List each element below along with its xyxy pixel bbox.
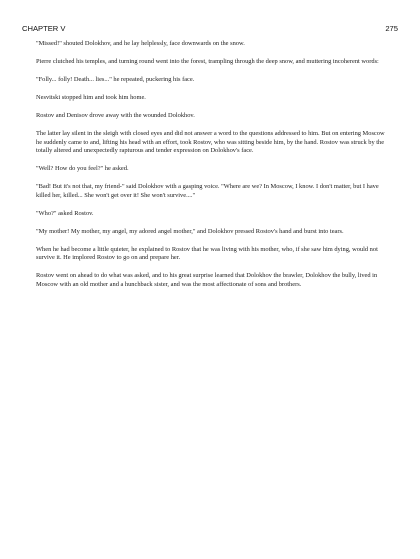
paragraph: "Well? How do you feel?" he asked. bbox=[36, 165, 129, 173]
paragraph: "Who?" asked Rostov. bbox=[36, 209, 94, 217]
paragraph: Rostov went on ahead to do what was asked, and to his great surprise learned that Dolokhov the brawler, Dolokhov the bully, lived in Moscow with an old mother and a hunchback sister, and was the most affectionate of sons and brothers. bbox=[36, 272, 378, 288]
page-number: 275 bbox=[385, 24, 398, 33]
paragraph: "My mother! My mother, my angel, my adored angel mother," and Dolokhov pressed Rostov's hand and burst into tears. bbox=[36, 227, 344, 235]
paragraph: "Bad! But it's not that, my friend-" said Dolokhov with a gasping voice. "Where are we? In Moscow, I know. I don't matter, but I have killed her, killed... She won't get over it! She won't survive...." bbox=[36, 183, 379, 199]
paragraph: When he had become a little quieter, he explained to Rostov that he was living with his mother, who, if she saw him dying, would not survive it. He implored Rostov to go on and prepare her. bbox=[36, 245, 378, 262]
paragraph: The latter lay silent in the sleigh with closed eyes and did not answer a word to the questions addressed to him. But on entering Moscow he suddenly came to and, lifting his head with an effort, took Rostov, who was sitting beside him, by the hand. Rostov was struck by the totally altered and unexpectedly rapturous and tender expression on Dolokhov's face. bbox=[36, 129, 385, 155]
paragraph: "Folly... folly! Death... lies..." he repeated, puckering his face. bbox=[36, 75, 195, 83]
paragraph: Nesvitski stopped him and took him home. bbox=[36, 93, 146, 101]
paragraph: Rostov and Denisov drove away with the wounded Dolokhov. bbox=[36, 111, 195, 119]
paragraph: "Missed!" shouted Dolokhov, and he lay helplessly, face downwards on the snow. bbox=[36, 40, 245, 47]
chapter-heading: CHAPTER V bbox=[22, 24, 66, 33]
paragraph: Pierre clutched his temples, and turning round went into the forest, trampling through the deep snow, and muttering incoherent words: bbox=[36, 57, 379, 65]
document-body bbox=[36, 40, 386, 299]
page-header bbox=[22, 24, 398, 36]
